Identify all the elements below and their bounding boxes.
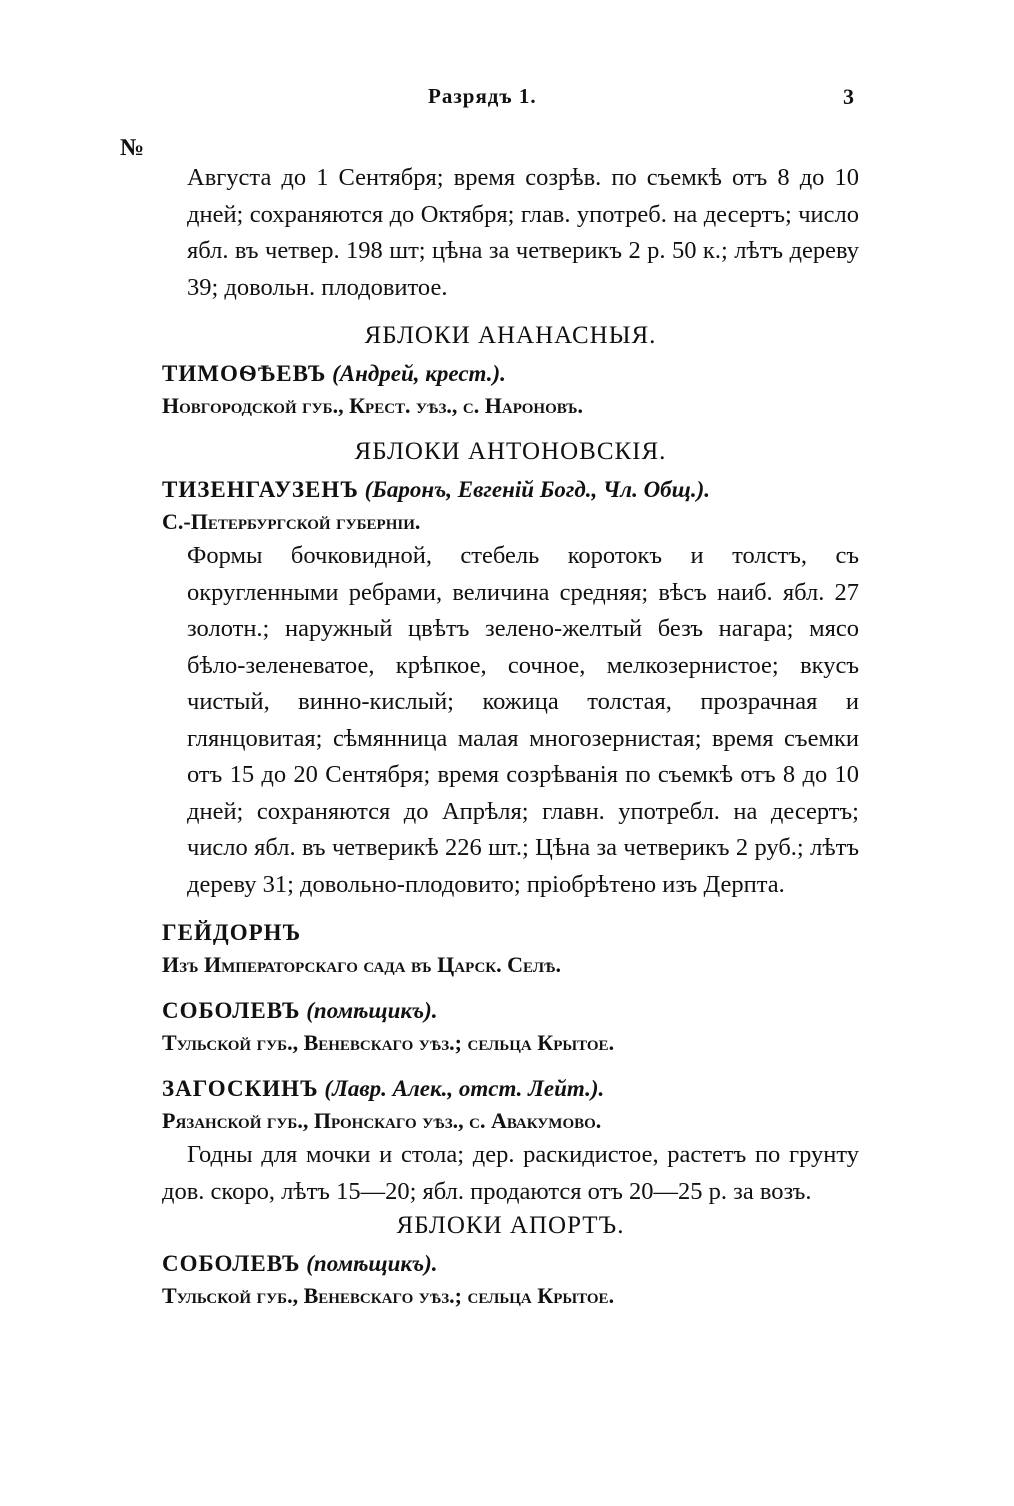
entry-surname: ЗАГОСКИНЪ bbox=[162, 1076, 319, 1101]
entry-location: Тульской губ., Веневскаго уѣз.; сельца Крытое. bbox=[162, 1283, 615, 1308]
entry-name bbox=[162, 1073, 1014, 1105]
page-body bbox=[0, 160, 1014, 1312]
number-sign: № bbox=[120, 135, 145, 161]
entry-location: Изъ Императорскаго сада въ Царск. Селѣ. bbox=[162, 952, 561, 977]
entry-details: (помѣщикъ). bbox=[306, 1251, 438, 1276]
entry-location: Рязанской губ., Пронскаго уѣз., с. Авакумово. bbox=[162, 1108, 602, 1133]
entry-location: С.-Петербургской губерніи. bbox=[162, 509, 421, 534]
entry-name bbox=[162, 358, 1014, 390]
entry-surname: ТИЗЕНГАУЗЕНЪ bbox=[162, 477, 359, 502]
entry-surname: ТИМОѲѢЕВЪ bbox=[162, 361, 327, 386]
page-header bbox=[0, 78, 1014, 118]
section-title: ЯБЛОКИ АПОРТЪ. bbox=[396, 1212, 625, 1239]
entry-details: (Баронъ, Евгеній Богд., Чл. Общ.). bbox=[364, 477, 710, 502]
entry-name bbox=[162, 474, 1014, 506]
section-title: ЯБЛОКИ АНАНАСНЫЯ. bbox=[364, 322, 657, 349]
entry-surname: ГЕЙДОРНЪ bbox=[162, 920, 302, 945]
running-head: Разрядъ 1. bbox=[428, 84, 537, 108]
entry-name bbox=[162, 995, 1014, 1027]
section-title: ЯБЛОКИ АНТОНОВСКІЯ. bbox=[354, 438, 667, 465]
entry-surname: СОБОЛЕВЪ bbox=[162, 998, 301, 1023]
page-number: 3 bbox=[843, 84, 854, 109]
entry-details: (Лавр. Алек., отст. Лейт.). bbox=[324, 1076, 605, 1101]
entry-name bbox=[162, 1248, 1014, 1280]
entry-description: Годны для мочки и стола; дер. раскидистое, растетъ по грунту дов. скоро, лѣтъ 15—20; ябл. продаются отъ 20—25 р. за возъ. bbox=[162, 1141, 859, 1205]
entry-location: Тульской губ., Веневскаго уѣз.; сельца Крытое. bbox=[162, 1030, 615, 1055]
entry-location: Новгородской губ., Крест. уѣз., с. Нароновъ. bbox=[162, 393, 583, 418]
entry-surname: СОБОЛЕВЪ bbox=[162, 1251, 301, 1276]
entry-details: (Андрей, крест.). bbox=[332, 361, 506, 386]
entry-name bbox=[162, 917, 1014, 949]
intro-paragraph: Августа до 1 Сентября; время созрѣв. по съемкѣ отъ 8 до 10 дней; сохраняются до Октября; глав. употреб. на десертъ; число ябл. въ четвер. 198 шт; цѣна за четверикъ 2 р. 50 к.; лѣтъ дереву 39; довольн. плодовитое. bbox=[187, 164, 859, 301]
entry-description: Формы бочковидной, стебель коротокъ и толстъ, съ округленными ребрами, величина средняя; вѣсъ наиб. ябл. 27 золотн.; наружный цвѣтъ зелено-желтый безъ нагара; мясо бѣло-зеленеватое, крѣпкое, сочное, мелкозернистое; вкусъ чистый, винно-кислый; кожица толстая, прозрачная и глянцовитая; сѣмянница малая многозернистая; время съемки отъ 15 до 20 Сентября; время созрѣванія по съемкѣ отъ 8 до 10 дней; сохраняются до Апрѣля; главн. употребл. на десертъ; число ябл. въ четверикѣ 226 шт.; Цѣна за четверикъ 2 руб.; лѣтъ дереву 31; довольно-плодовито; пріобрѣтено изъ Дерпта. bbox=[187, 542, 859, 898]
entry-details: (помѣщикъ). bbox=[306, 998, 438, 1023]
